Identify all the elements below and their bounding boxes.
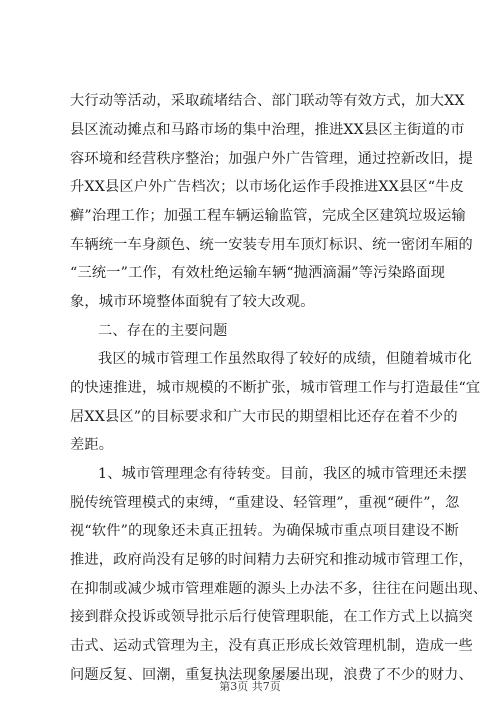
text-line: 升XX县区户外广告档次；以市场化运作手段推进XX县区“牛皮: [70, 179, 464, 195]
text-line: 象，城市环境整体面貌有了较大改观。: [70, 294, 315, 310]
text-line: 癣”治理工作；加强工程车辆运输监管，完成全区建筑垃圾运输: [70, 208, 466, 224]
text-line: 车辆统一车身颜色、统一安装专用车顶灯标识、统一密闭车厢的: [70, 237, 473, 253]
text-line: 接到群众投诉或领导批示后行使管理职能，在工作方式上以搞突: [70, 609, 473, 625]
text-line: 居XX县区”的目标要求和广大市民的期望相比还存在着不少的: [70, 409, 458, 425]
text-line: 问题反复、回潮，重复执法现象屡屡出现，浪费了不少的财力、: [70, 667, 473, 683]
text-line: “三统一”工作，有效杜绝运输车辆“抛洒滴漏”等污染路面现: [70, 265, 446, 281]
page-number: 第3页 共7页: [219, 680, 281, 693]
text-line: 差距。: [70, 437, 114, 453]
text-line: 1、城市管理理念有待转变。目前，我区的城市管理还未摆: [98, 466, 467, 482]
text-line: 击式、运动式管理为主，没有真正形成长效管理机制，造成一些: [70, 638, 473, 654]
text-line: 的快速推进，城市规模的不断扩张，城市管理工作与打造最佳“宜: [70, 380, 481, 396]
text-line: 县区流动摊点和马路市场的集中治理，推进XX县区主街道的市: [70, 122, 465, 138]
text-line: 容环境和经营秩序整治；加强户外广告管理，通过控新改旧，提: [70, 151, 473, 167]
section-heading: 二、存在的主要问题: [98, 323, 228, 339]
text-line: 我区的城市管理工作虽然取得了较好的成绩，但随着城市化: [98, 351, 473, 367]
text-line: 脱传统管理模式的束缚，“重建设、轻管理”，重视“硬件”，忽: [70, 495, 460, 511]
text-line: 视“软件”的现象还未真正扭转。为确保城市重点项目建设不断: [70, 523, 459, 539]
text-line: 在抑制或减少城市管理难题的源头上办法不多，往往在问题出现、: [70, 581, 488, 597]
text-line: 推进，政府尚没有足够的时间精力去研究和推动城市管理工作，: [70, 552, 473, 568]
text-line: 大行动等活动，采取疏堵结合、部门联动等有效方式，加大XX: [70, 93, 465, 109]
